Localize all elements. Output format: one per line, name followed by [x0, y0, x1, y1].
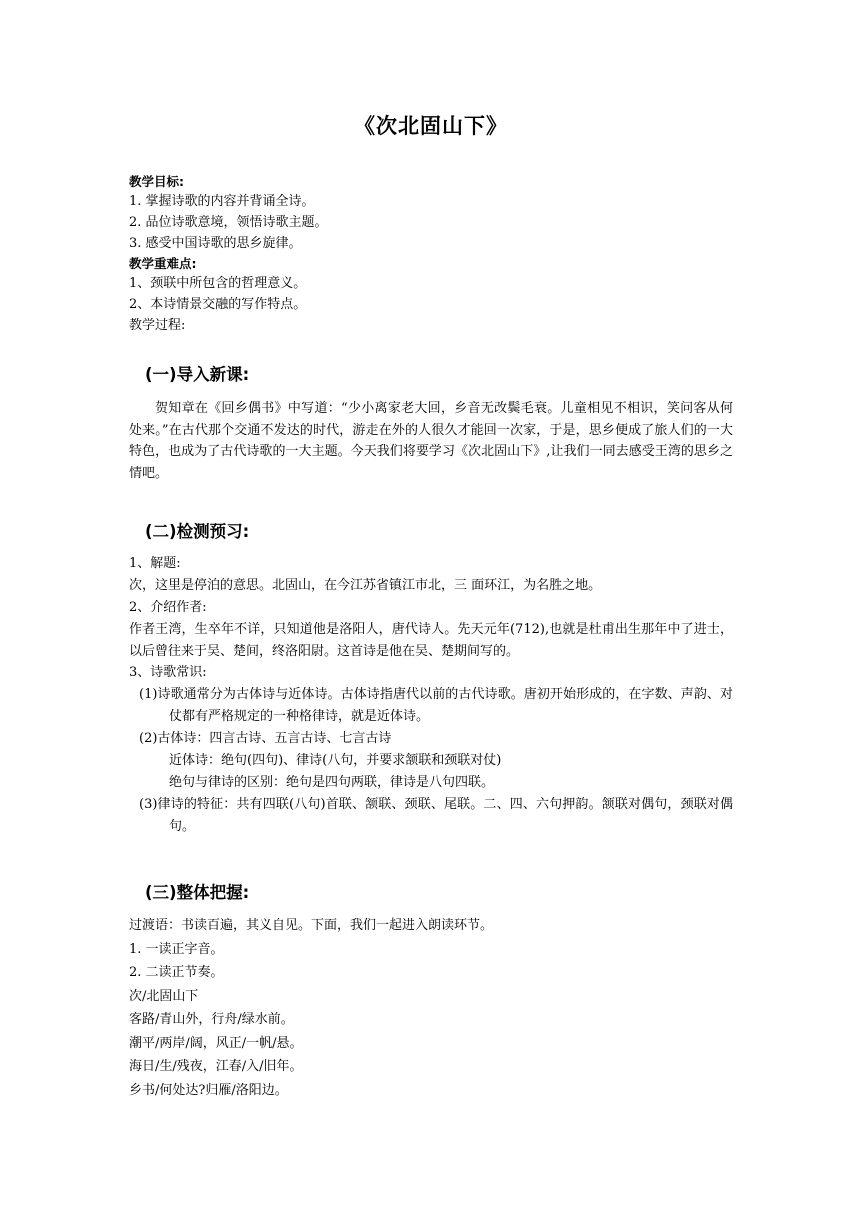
step-1: 1. 一读正字音。: [129, 941, 224, 957]
doc-title: 《次北固山下》: [354, 114, 508, 138]
knowledge-3: (3)律诗的特征：共有四联(八句)首联、颔联、颈联、尾联。二、四、六句押韵。颔联对偶句，颈联对偶句。: [139, 797, 733, 834]
item-1-text: 次，这里是停泊的意思。北固山，在今江苏省镇江市北，三 面环江，为名胜之地。: [129, 578, 602, 593]
knowledge-2a: 近体诗：绝句(四句)、律诗(八句，并要求颔联和颈联对仗): [169, 753, 502, 768]
section-1-paragraph: 贺知章在《回乡偶书》中写道：“少小离家老大回，乡音无改鬓毛衰。儿童相见不相识，笑问客从何处来。”在古代那个交通不发达的时代，游走在外的人很久才能回一次家，于是，思乡便成了旅人们的一大特色，也成为了古代诗歌的一大主题。今天我们将要学习《次北固山下》,让我们一同去感受王湾的思乡之情吧。: [129, 401, 733, 481]
knowledge-1: (1)诗歌通常分为古体诗与近体诗。古体诗指唐代以前的古代诗歌。唐初开始形成的，在字数、声韵、对仗都有严格规定的一种格律诗，就是近体诗。: [139, 687, 733, 724]
section-2-heading: (二)检测预习:: [145, 522, 250, 541]
goals-section: [129, 172, 733, 337]
goals-heading: 教学目标:: [129, 174, 184, 189]
poem-line-3: 海日/生/残夜，江春/入/旧年。: [129, 1059, 303, 1074]
knowledge-2b: 绝句与律诗的区别：绝句是四句两联，律诗是八句四联。: [169, 775, 495, 790]
item-2-label: 2、介绍作者:: [129, 600, 207, 615]
knowledge-2: (2)古体诗：四言古诗、五言古诗、七言古诗: [139, 731, 392, 746]
key-point-2: 2、本诗情景交融的写作特点。: [129, 297, 307, 313]
key-heading: 教学重难点:: [129, 256, 197, 272]
goal-2: 2. 品位诗歌意境，领悟诗歌主题。: [129, 214, 328, 230]
section-3-body: [129, 914, 733, 1102]
item-3-label: 3、诗歌常识:: [129, 665, 207, 680]
process-label: 教学过程:: [129, 317, 186, 333]
transition-text: 过渡语：书读百遍，其义自见。下面，我们一起进入朗读环节。: [129, 918, 494, 933]
item-1-label: 1、解题:: [129, 556, 181, 571]
goal-3: 3. 感受中国诗歌的思乡旋律。: [129, 235, 302, 251]
poem-line-2: 潮平/两岸/阔，风正/一帆/悬。: [129, 1035, 303, 1051]
section-1-heading: (一)导入新课:: [145, 365, 250, 384]
poem-line-4: 乡书/何处达?归雁/洛阳边。: [129, 1082, 288, 1098]
poem-title: 次/北固山下: [129, 988, 199, 1004]
item-2-text: 作者王湾，生卒年不详，只知道他是洛阳人，唐代诗人。先天元年(712),也就是杜甫出生那年中了进士，以后曾往来于吴、楚间，终洛阳尉。这首诗是他在吴、楚期间写的。: [129, 622, 733, 659]
step-2: 2. 二读正节奏。: [129, 965, 224, 980]
key-point-1: 1、颈联中所包含的哲理意义。: [129, 276, 307, 292]
section-2-body: [129, 553, 733, 838]
poem-line-1: 客路/青山外，行舟/绿水前。: [129, 1012, 294, 1027]
goal-1: 1. 掌握诗歌的内容并背诵全诗。: [129, 194, 315, 209]
section-3-heading: (三)整体把握:: [145, 883, 250, 902]
